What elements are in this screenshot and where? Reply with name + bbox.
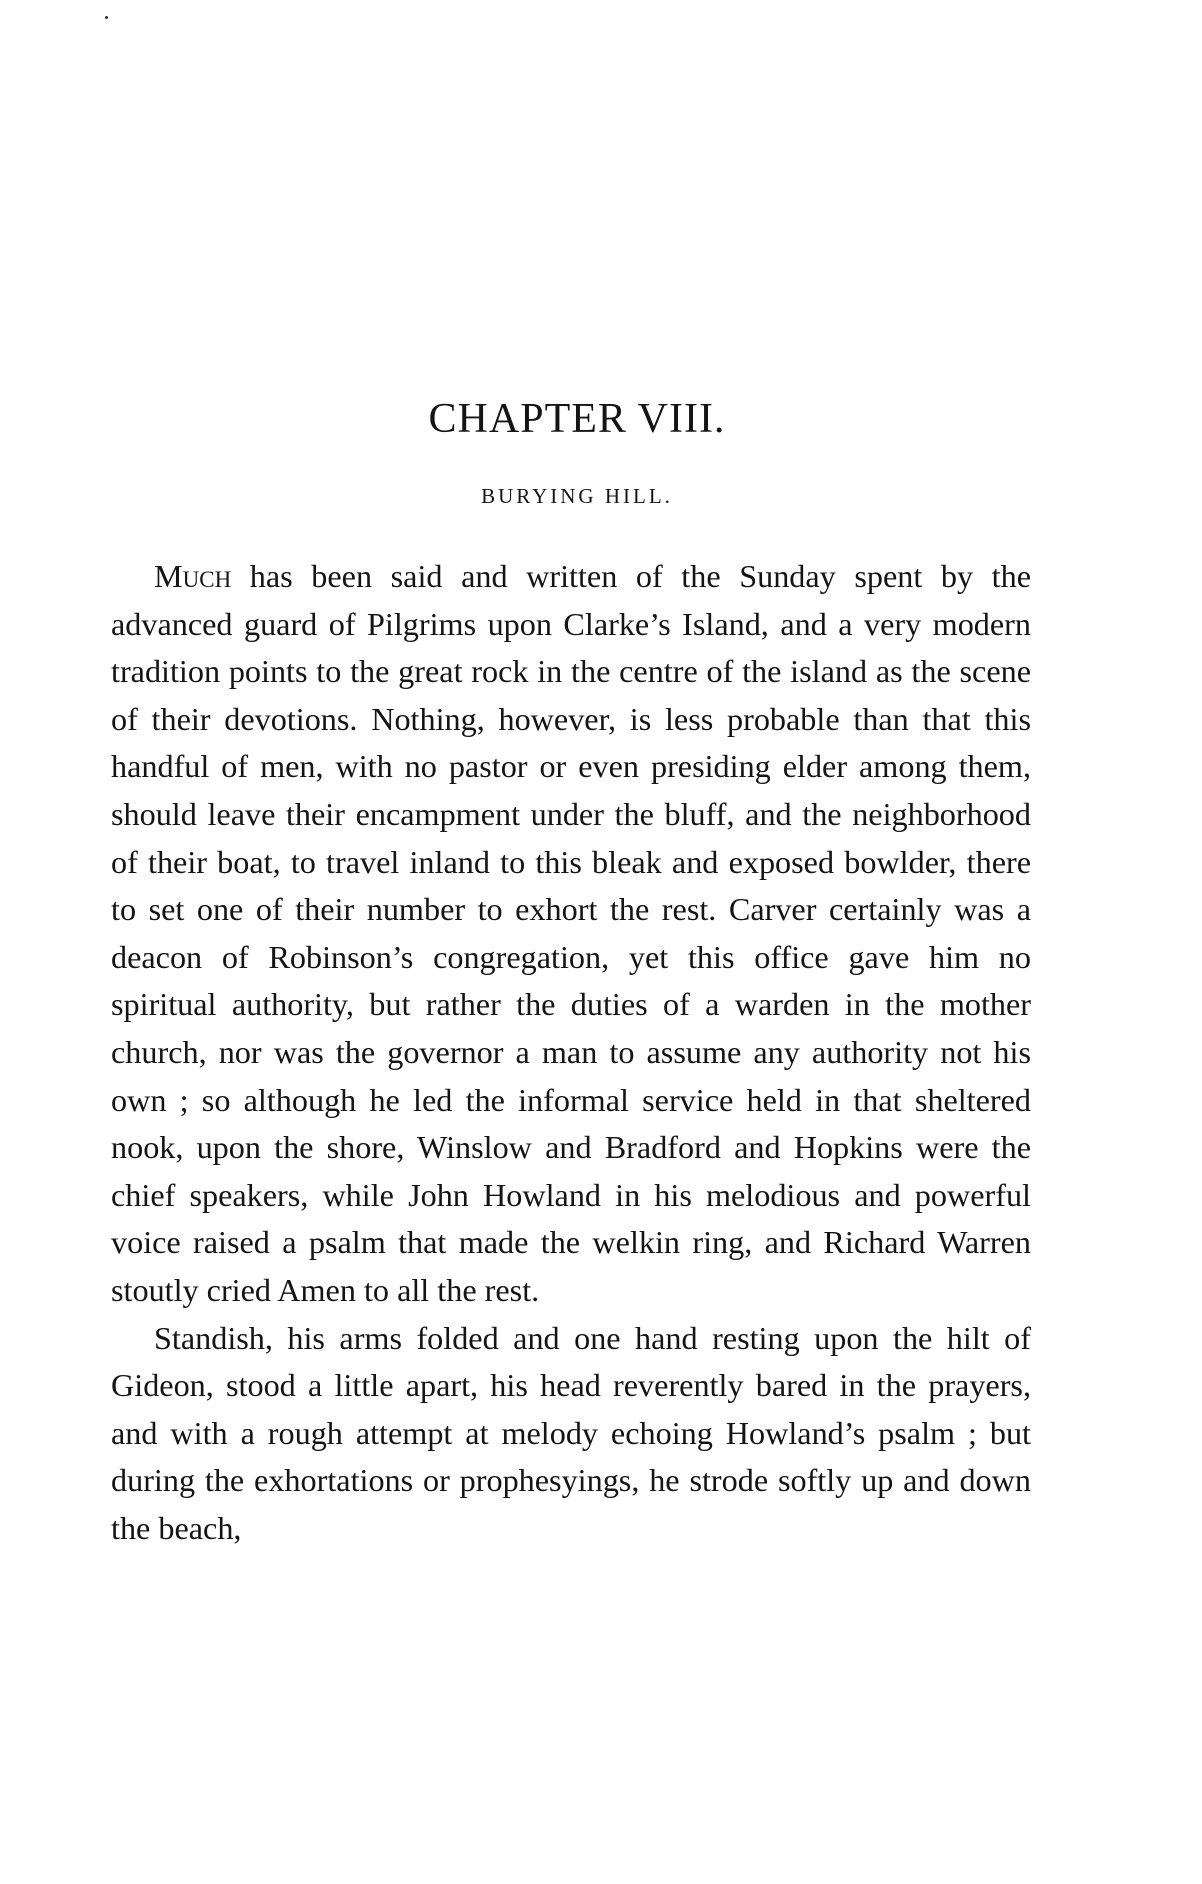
paragraph: [111, 553, 1031, 1315]
chapter-subtitle: BURYING HILL.: [481, 484, 673, 508]
print-speck: [105, 16, 108, 19]
paragraph-lead-word: Much: [154, 558, 232, 594]
chapter-heading: CHAPTER VIII.: [428, 396, 726, 442]
paragraph: [111, 1315, 1031, 1553]
paragraph-text: has been said and written of the Sunday spent by the advanced guard of Pilgrims upon Clarke’s Island, and a very modern tradition points to the great rock in the centre of the island as the scene of their devotions. Nothing, however, is less probable than that this handful of men, with no pastor or even presiding elder among them, should leave their encampment under the bluff, and the neighborhood of their boat, to travel inland to this bleak and exposed bowlder, there to set one of their number to exhort the rest. Carver certainly was a deacon of Robinson’s congregation, yet this office gave him no spiritual authority, but rather the duties of a warden in the mother church, nor was the governor a man to assume any authority not his own ; so although he led the informal service held in that sheltered nook, upon the shore, Winslow and Bradford and Hopkins were the chief speakers, while John Howland in his melodious and powerful voice raised a psalm that made the welkin ring, and Richard Warren stoutly cried Amen to all the rest.: [111, 558, 1031, 1308]
paragraph-text: Standish, his arms folded and one hand resting upon the hilt of Gideon, stood a little apart, his head reverently bared in the prayers, and with a rough attempt at melody echoing Howland’s psalm ; but during the exhortations or prophesyings, he strode softly up and down the beach,: [111, 1319, 1031, 1546]
chapter-body: [111, 553, 1031, 1552]
